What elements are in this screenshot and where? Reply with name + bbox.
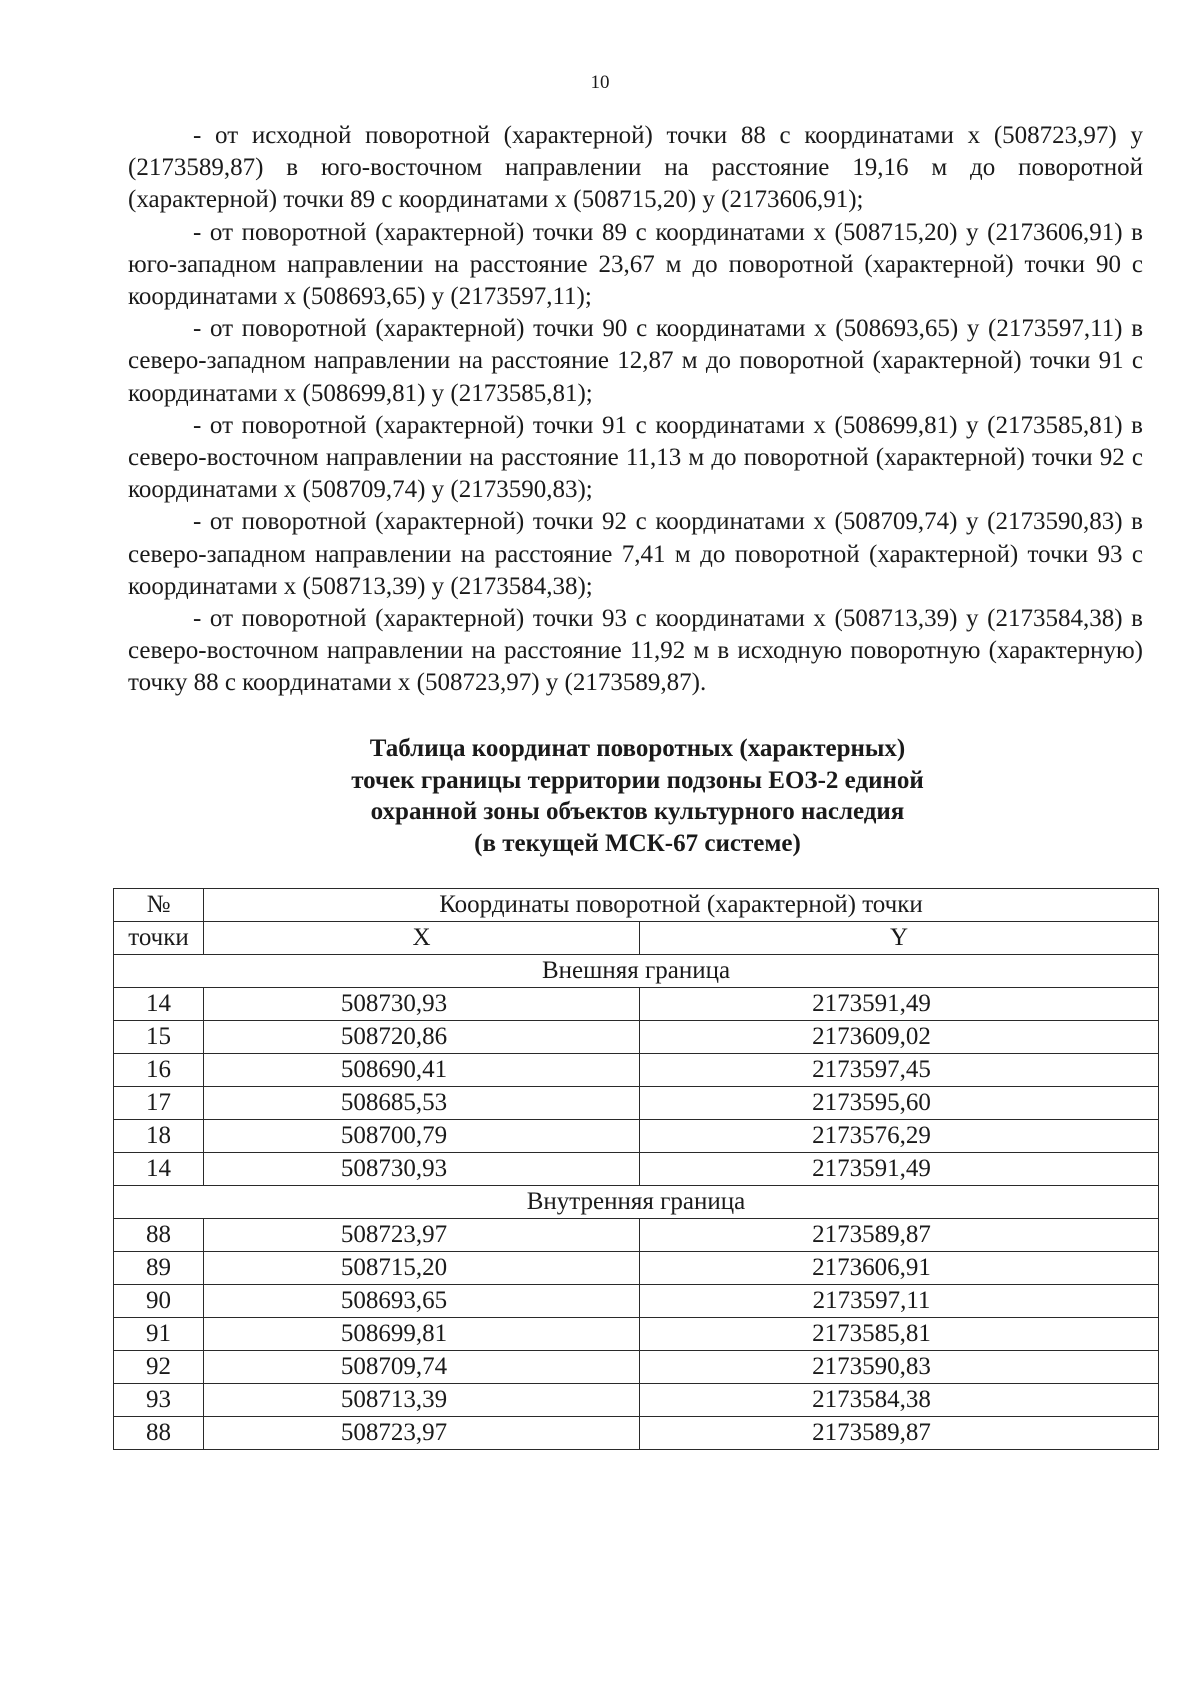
coordinates-table [113,888,1159,1450]
x-coordinate [204,1417,640,1450]
point-number: 93 [114,1384,204,1417]
table-row [114,1219,1159,1252]
body-text [128,120,1143,700]
x-coordinate-value: 508685,53 [340,1089,448,1116]
table-row [114,1351,1159,1384]
x-coordinate [204,1021,640,1054]
table-row [114,1252,1159,1285]
header-num-bottom: точки [114,922,204,955]
y-coordinate-value: 2173595,60 [812,1089,931,1116]
table-row [114,1087,1159,1120]
point-number: 15 [114,1021,204,1054]
y-coordinate-value: 2173590,83 [812,1353,931,1380]
y-coordinate [640,1384,1159,1417]
x-coordinate [204,988,640,1021]
paragraph: - от поворотной (характерной) точки 90 с координатами х (508693,65) у (2173597,11) в северо-западном направлении на расстояние 12,87 м до поворотной (характерной) точки 91 с координатами х (508699,81) у (2173585,81); [128,315,1143,407]
table-header-row [114,922,1159,955]
x-coordinate-value: 508715,20 [340,1254,448,1281]
x-coordinate [204,1054,640,1087]
x-coordinate-value: 508699,81 [340,1320,448,1347]
x-coordinate-value: 508709,74 [340,1353,448,1380]
point-number: 18 [114,1120,204,1153]
y-coordinate [640,1417,1159,1450]
x-coordinate [204,1219,640,1252]
table-row [114,1417,1159,1450]
x-coordinate-value: 508720,86 [340,1023,448,1050]
y-coordinate [640,1252,1159,1285]
y-coordinate [640,1318,1159,1351]
x-coordinate-value: 508693,65 [340,1287,448,1314]
point-number: 90 [114,1285,204,1318]
point-number: 17 [114,1087,204,1120]
x-coordinate-value: 508730,93 [340,1155,448,1182]
header-y: Y [640,922,1159,955]
x-coordinate-value: 508700,79 [340,1122,448,1149]
y-coordinate [640,1285,1159,1318]
point-number: 92 [114,1351,204,1384]
table-header-row [114,889,1159,922]
y-coordinate-value: 2173609,02 [812,1023,931,1050]
header-num-top: № [114,889,204,922]
point-number: 14 [114,988,204,1021]
paragraph: - от поворотной (характерной) точки 92 с координатами х (508709,74) у (2173590,83) в северо-западном направлении на расстояние 7,41 м до поворотной (характерной) точки 93 с координатами х (508713,39) у (2173584,38); [128,508,1143,600]
point-number: 14 [114,1153,204,1186]
table-row [114,1384,1159,1417]
table-title-line: охранной зоны объектов культурного наследия [370,798,905,825]
y-coordinate-value: 2173584,38 [812,1386,931,1413]
y-coordinate-value: 2173589,87 [812,1419,931,1446]
point-number: 88 [114,1219,204,1252]
x-coordinate [204,1120,640,1153]
y-coordinate-value: 2173606,91 [812,1254,931,1281]
x-coordinate [204,1285,640,1318]
table-title-line: Таблица координат поворотных (характерных) [369,735,906,762]
point-number: 16 [114,1054,204,1087]
table-row [114,1054,1159,1087]
x-coordinate-value: 508723,97 [340,1221,448,1248]
x-coordinate [204,1318,640,1351]
paragraph: - от поворотной (характерной) точки 89 с координатами х (508715,20) у (2173606,91) в юго-западном направлении на расстояние 23,67 м до поворотной (характерной) точки 90 с координатами х (508693,65) у (2173597,11); [128,218,1143,311]
y-coordinate-value: 2173591,49 [812,990,931,1017]
y-coordinate [640,988,1159,1021]
paragraph: - от поворотной (характерной) точки 93 с координатами х (508713,39) у (2173584,38) в северо-восточном направлении на расстояние 11,92 м в исходную поворотную (характерную) точку 88 с координатами х (508723,97) у (2173589,87). [128,605,1143,697]
page-number: 10 [590,72,610,93]
table-row [114,1285,1159,1318]
header-x: X [204,922,640,955]
x-coordinate-value: 508713,39 [340,1386,448,1413]
point-number: 88 [114,1417,204,1450]
paragraph: - от исходной поворотной (характерной) точки 88 с координатами х (508723,97) у (2173589,87) в юго-восточном направлении на расстояние 19,16 м до поворотной (характерной) точки 89 с координатами х (508715,20) у (2173606,91); [128,122,1143,214]
point-number: 89 [114,1252,204,1285]
x-coordinate-value: 508690,41 [340,1056,448,1083]
x-coordinate [204,1384,640,1417]
table-row [114,1318,1159,1351]
x-coordinate-value: 508730,93 [340,990,448,1017]
y-coordinate [640,1351,1159,1384]
y-coordinate [640,1219,1159,1252]
y-coordinate [640,1021,1159,1054]
section-row [114,1186,1159,1219]
inner-boundary-label: Внутренняя граница [114,1186,1159,1219]
x-coordinate [204,1252,640,1285]
header-coords: Координаты поворотной (характерной) точки [204,889,1159,922]
y-coordinate-value: 2173589,87 [812,1221,931,1248]
table-title [0,733,1200,859]
table-row [114,988,1159,1021]
x-coordinate-value: 508723,97 [340,1419,448,1446]
outer-boundary-label: Внешняя граница [114,955,1159,988]
table-row [114,1153,1159,1186]
y-coordinate [640,1153,1159,1186]
x-coordinate [204,1351,640,1384]
section-row [114,955,1159,988]
y-coordinate-value: 2173591,49 [812,1155,931,1182]
y-coordinate [640,1054,1159,1087]
table-title-line: точек границы территории подзоны ЕОЗ-2 единой [351,766,924,794]
x-coordinate [204,1153,640,1186]
table-row [114,1021,1159,1054]
x-coordinate [204,1087,640,1120]
y-coordinate-value: 2173585,81 [812,1320,931,1347]
table-title-line: (в текущей МСК-67 системе) [474,829,801,857]
y-coordinate-value: 2173597,45 [812,1056,931,1083]
table-row [114,1120,1159,1153]
y-coordinate [640,1087,1159,1120]
y-coordinate [640,1120,1159,1153]
point-number: 91 [114,1318,204,1351]
y-coordinate-value: 2173597,11 [812,1287,931,1314]
paragraph: - от поворотной (характерной) точки 91 с координатами х (508699,81) у (2173585,81) в северо-восточном направлении на расстояние 11,13 м до поворотной (характерной) точки 92 с координатами х (508709,74) у (2173590,83); [128,411,1143,504]
y-coordinate-value: 2173576,29 [812,1122,931,1149]
